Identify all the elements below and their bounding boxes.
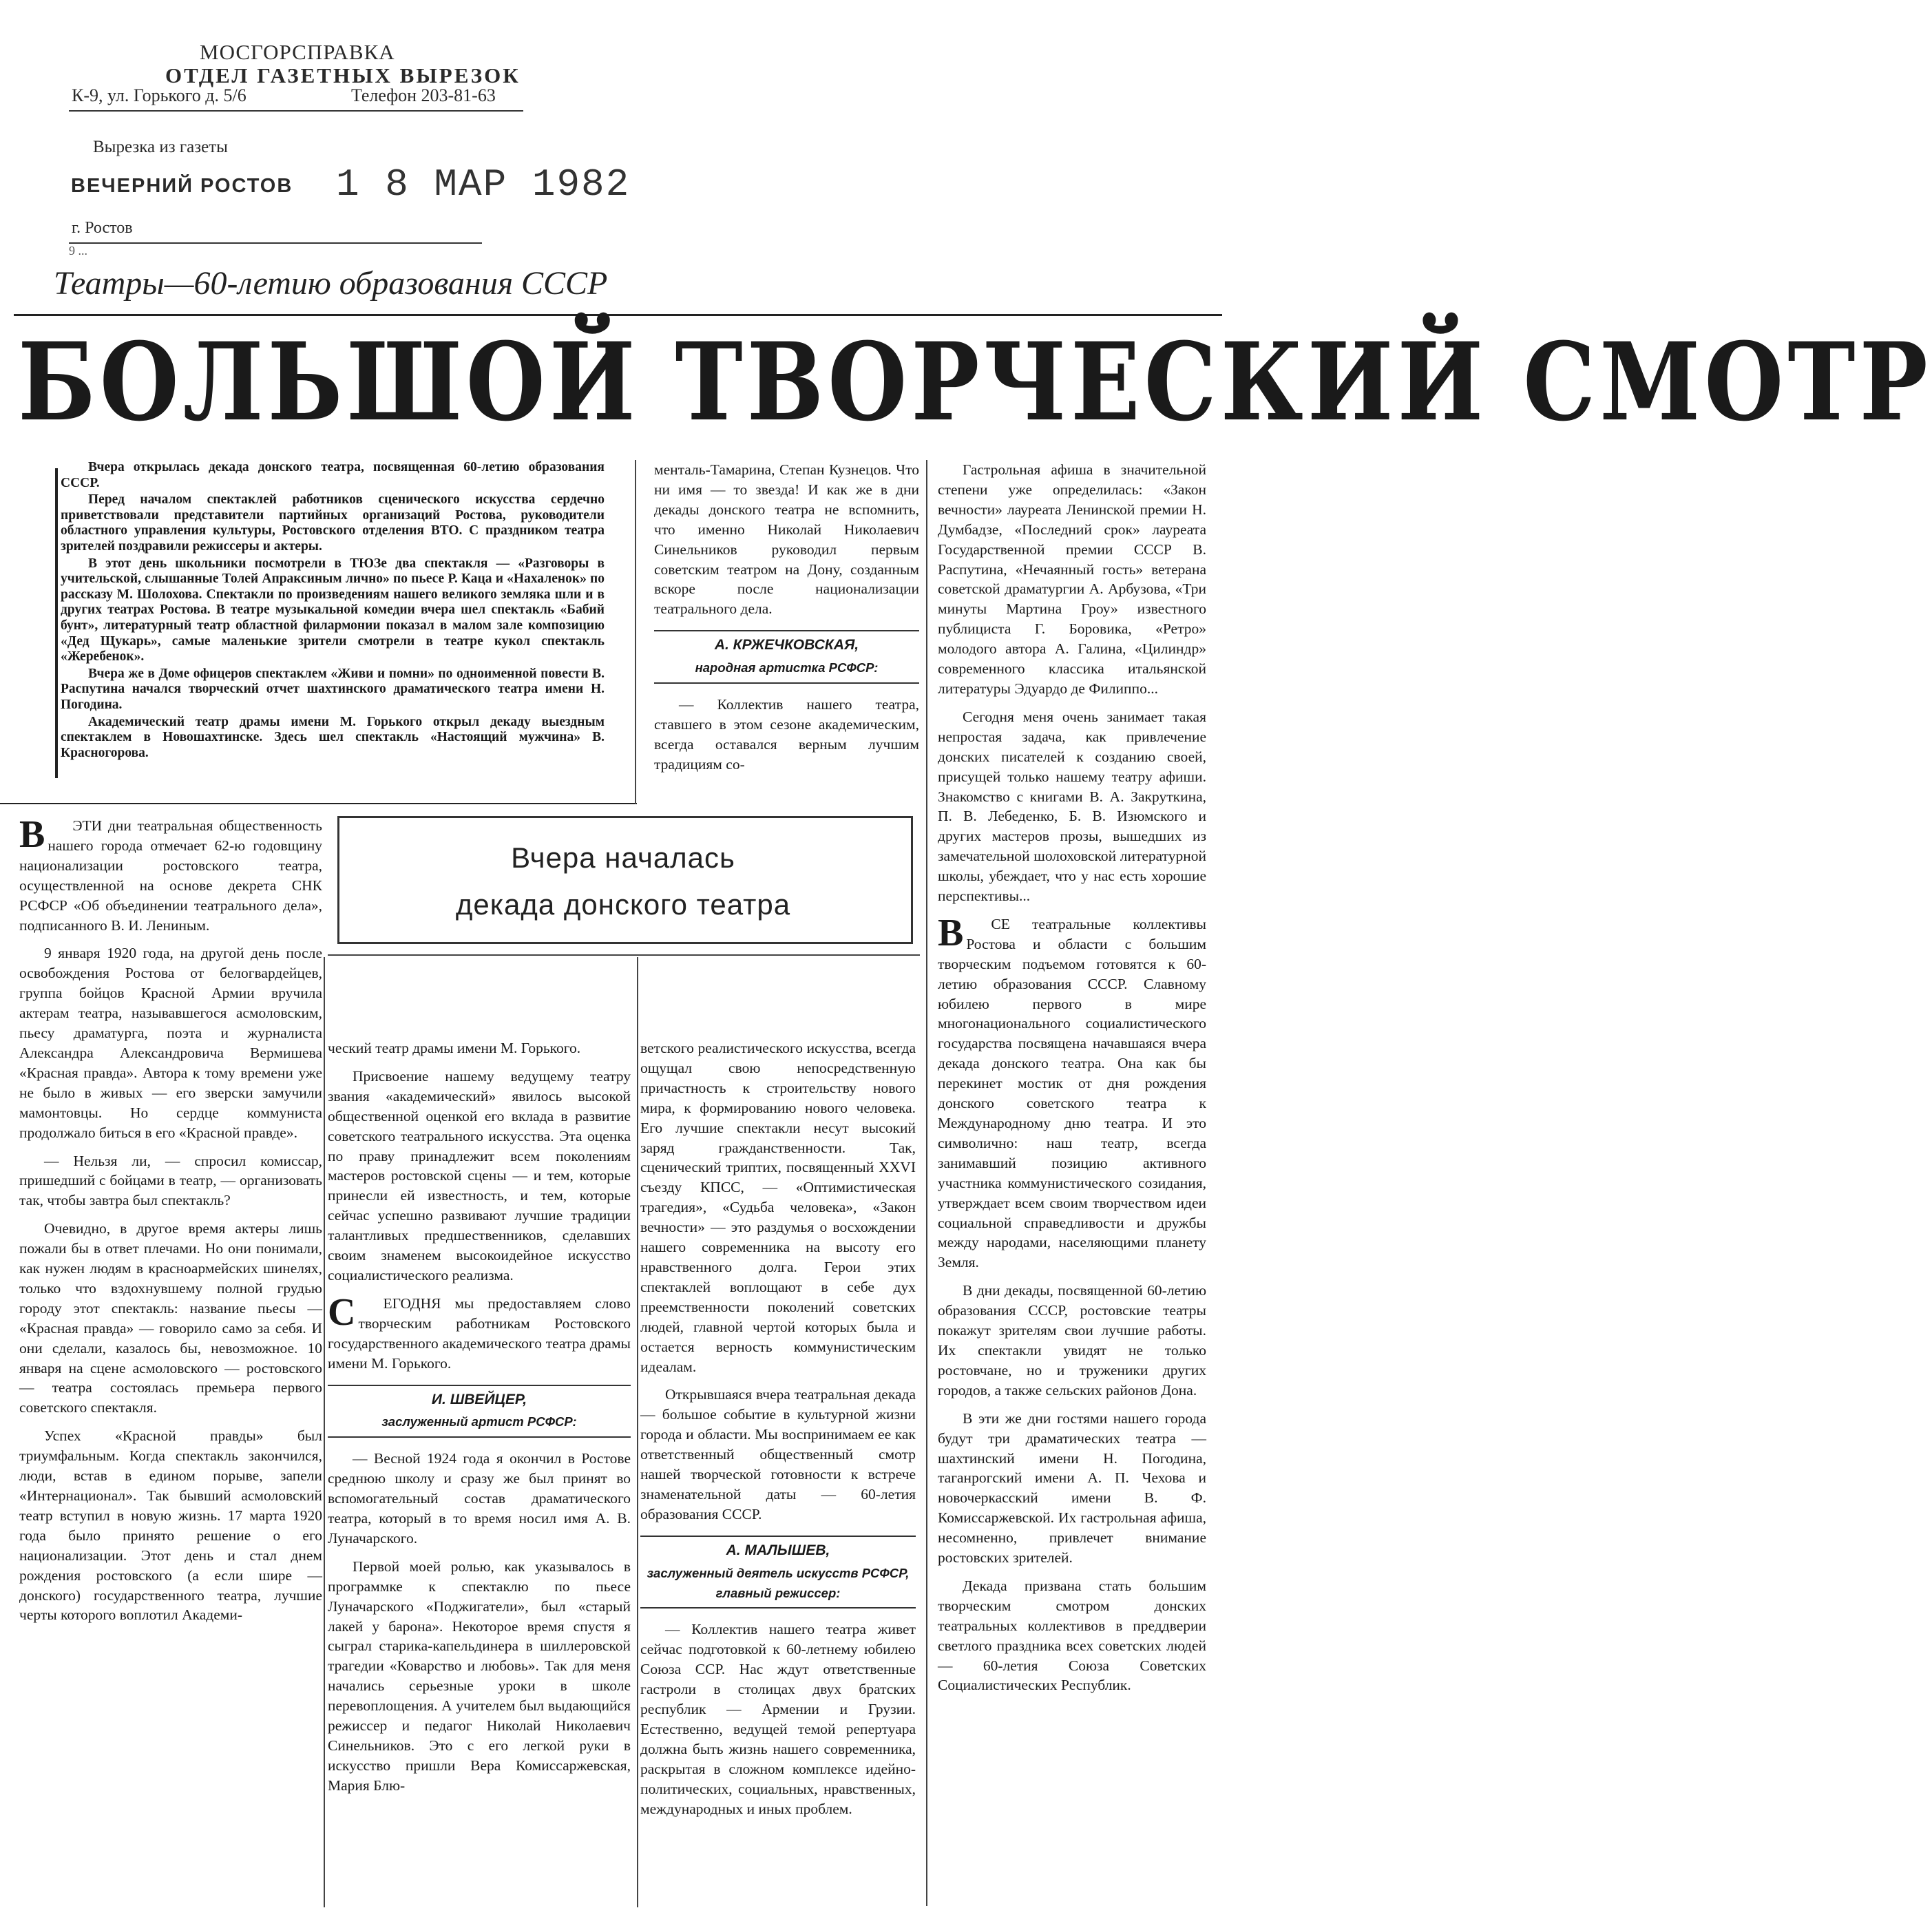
signature-name: И. ШВЕЙЦЕР,	[328, 1385, 631, 1410]
stamp-date: 1 8 МАР 1982	[336, 163, 631, 207]
column-3-upper	[654, 460, 919, 783]
column-4	[938, 460, 1206, 1704]
paragraph: Успех «Красной правды» был триумфальным. Когда спектакль закончился, люди, встав в едином порыве, запели «Интернационал». Так бывший асмоловский театр вступил в новую жизнь. 17 марта 1920 года было принято решение о его национализации. Этот день и стал днем рождения ростовского (а если шире — донского) государственного театра, лучшие черты которого воплотил Академи-	[19, 1427, 322, 1624]
column-divider	[926, 460, 927, 1906]
paragraph: 9 января 1920 года, на другой день после освобождения Ростова от белогвардейцев, группа бойцов Красной Армии вручила актерам театра, называвшегося асмоловским, пьесу драматурга, поэта и журналиста Александра Александровича Вермишева «Красная правда». Автора к тому времени уже не было в живых — его зверски замучили мамонтовцы. Но сердце коммуниста продолжало биться в его «Красной правде».	[19, 945, 322, 1141]
column-divider	[637, 957, 638, 1907]
stamp-address: К-9, ул. Горького д. 5/6	[72, 85, 246, 105]
signature-name: А. МАЛЫШЕВ,	[640, 1536, 916, 1561]
signature-title: заслуженный деятель искусств РСФСР, главный режиссер:	[640, 1564, 916, 1609]
stamp-city: г. Ростов	[72, 219, 133, 237]
column-divider	[324, 957, 325, 1907]
stamp-newspaper: ВЕЧЕРНИЙ РОСТОВ	[71, 175, 293, 197]
stamp-divider	[69, 110, 523, 112]
paragraph: С ЕГОДНЯ мы предоставляем слово творческим работникам Ростовского государственного академического театра драмы имени М. Горького.	[328, 1290, 631, 1372]
stamp-divider-2	[69, 242, 482, 244]
column-2	[328, 1038, 631, 1804]
lead-paragraph: Вчера же в Доме офицеров спектаклем «Живи и помни» по одноименной повести В. Распутина начался творческий отчет шахтинского драматического театра имени Н. Погодина.	[61, 666, 605, 712]
paragraph: — Коллектив нашего театра, ставшего в этом сезоне академическим, всегда оставался верным лучшим традициям со-	[654, 696, 919, 773]
paragraph: — Коллектив нашего театра живет сейчас подготовкой к 60-летнему юбилею Союза ССР. Нас ждут ответственные гастроли в столицах двух братских республик — Армении и Грузии. Естественно, ведущей темой репертуара должна быть жизнь нашего современника, раскрытая в сложном комплексе идейно-политических, социальных, нравственных, международных и иных проблем.	[640, 1621, 916, 1817]
paragraph: Декада призвана стать большим творческим смотром донских театральных коллективов в преддверии светлого праздника всех советских людей — 60-летия Союза Советских Социалистических Республик.	[938, 1577, 1206, 1694]
paragraph: ческий театр драмы имени М. Горького.	[328, 1040, 581, 1056]
column-3-lower	[640, 1038, 916, 1827]
stamp-clip-label: Вырезка из газеты	[93, 138, 228, 156]
paragraph: ветского реалистического искусства, всегда ощущал свою непосредственную причастность к строительству нового мира, к формированию нового человека. Его лучшие спектакли несут высокий заряд гражданственности. Так, сценический триптих, посвященный XXVI съезду КПСС, — «Оптимистическая трагедия», «Судьба человека», «Закон вечности» — это раздумья о восхождении нашего современника на высоту его нравственного долга. Герои этих спектаклей воплощают в себе дух преемственности поколений советских людей, главной чертой которых была и остается верность коммунистическим идеалам.	[640, 1040, 916, 1375]
paragraph: В дни декады, посвященной 60-летию образования СССР, ростовские театры покажут зрителям свои лучшие работы. Их спектакли увидят не только ростовчане, но и труженики других городов, а также сельских районов Дона.	[938, 1282, 1206, 1398]
stamp-code: 9 ...	[69, 244, 87, 258]
box-bottom-rule	[328, 954, 920, 956]
paragraph: Открывшаяся вчера театральная декада — большое событие в культурной жизни города и области. Мы воспринимаем ее как ответственный общественный смотр нашей творческой готовности к встрече знаменательной даты — 60-летия образования СССР.	[640, 1386, 916, 1522]
lead-paragraph: В этот день школьники посмотрели в ТЮЗе два спектакля — «Разговоры в учительской, слышанные Толей Апраксиным лично» по пьесе Р. Каца и «Нахаленок» по рассказу М. Шолохова. Спектакли по произведениям нашего великого земляка шли и в других театрах Ростова. В театре музыкальной комедии вчера шел спектакль «Бабий бунт», литературный театр областной филармонии показал в малом зале композицию «Дед Щукарь», самые маленькие зрители смотрели в театре кукол спектакль «Жеребенок».	[61, 556, 605, 664]
column-divider	[635, 460, 636, 804]
lead-bar	[55, 468, 58, 778]
drop-cap: С	[328, 1290, 356, 1334]
lead-text	[61, 460, 605, 762]
paragraph: — Нельзя ли, — спросил комиссар, пришедший с бойцами в театр, — организовать так, чтобы завтра был спектакль?	[19, 1152, 322, 1209]
paragraph: — Весной 1924 года я окончил в Ростове среднюю школу и сразу же был принят во вспомогательный состав драматического театра, который в то время носил имя А. В. Луначарского.	[328, 1450, 631, 1547]
headline-rule	[14, 314, 1222, 316]
article-rubric: Театры—60-летию образования СССР	[54, 265, 608, 302]
drop-cap: В	[19, 813, 45, 856]
paragraph: Присвоение нашему ведущему театру звания «академический» явилось высокой общественной оценкой его вклада в развитие советского театрального искусства. Эта оценка по праву принадлежит всем поколениям мастеров ростовской сцены — и тем, которые принесли ей известность, и тем, которые сейчас успешно развивают лучшие традиции талантливых предшественников, сделавших своим знаменем высокоидейное искусство социалистического реализма.	[328, 1067, 631, 1283]
signature-title: заслуженный артист РСФСР:	[328, 1412, 631, 1438]
article-headline: БОЛЬШОЙ ТВОРЧЕСКИЙ СМОТР	[18, 319, 1932, 446]
subhead-box	[337, 816, 913, 944]
paragraph: Сегодня меня очень занимает такая непростая задача, как привлечение донских писателей к созданию своей, присущей только нашему театру афиши. Знакомство с книгами В. А. Закруткина, П. В. Лебеденко, Б. В. Изюмского и других мастеров прозы, вышедших из замечательной шолоховской литературной школы, убеждает, что у нас есть хорошие перспективы...	[938, 708, 1206, 905]
lead-rule	[0, 803, 637, 804]
stamp-dept: ОТДЕЛ ГАЗЕТНЫХ ВЫРЕЗОК	[165, 63, 521, 87]
paragraph: В СЕ театральные коллективы Ростова и области с большим творческим подъемом готовятся к 60-летию образования СССР. Славному юбилею первого в мире многонационального социалистического государства посвящена начавшаяся вчера декада донского театра. Она как бы перекинет мостик от дня рождения донского советского театра к Международному дню театра. И это символично: наш театр, всегда занимавший позицию активного участника коммунистического созидания, утверждает всем своим творчеством идеи социальной справедливости и дружбы между народами, населяющими планету Земля.	[938, 911, 1206, 1271]
paragraph: менталь-Тамарина, Степан Кузнецов. Что ни имя — то звезда! И как же в дни декады донского театра не вспомнить, что именно Николай Николаевич Синельников руководил первым советским театром на Дону, созданным вскоре после национализации театрального дела.	[654, 461, 919, 618]
stamp-phone: Телефон 203-81-63	[351, 85, 496, 105]
paragraph: Первой моей ролью, как указывалось в программке к спектаклю по пьесе Луначарского «Поджигатели», был «старый лакей у барона». Некоторое время спустя я сыграл старика-капельдинера в шиллеровской трагедии «Коварство и любовь». Так для меня начались серьезные уроки в школе перевоплощения. А учителем был выдающийся режиссер и педагог Николай Николаевич Синельников. Это с его легкой руки в искусство пришли Вера Комиссаржевская, Мария Блю-	[328, 1558, 631, 1794]
column-1	[19, 813, 322, 1633]
paragraph: В эти же дни гостями нашего города будут три драматических театра — шахтинский имени Н. Погодина, таганрогский имени А. П. Чехова и новочеркасский имени В. Ф. Комиссаржевской. Их гастрольная афиша, несомненно, привлечет внимание ростовских зрителей.	[938, 1410, 1206, 1566]
lead-paragraph: Перед началом спектаклей работников сценического искусства сердечно приветствовали представители партийных организаций Ростова, руководители областного управления культуры, Ростовского отделения ВТО. С праздником театра зрителей поздравили режиссеры и актеры.	[61, 492, 605, 554]
drop-cap: В	[938, 911, 964, 954]
lead-paragraph: Академический театр драмы имени М. Горького открыл декаду выездным спектаклем в Новошахтинске. Здесь шел спектакль «Настоящий мужчина» В. Красногорова.	[61, 714, 605, 760]
stamp-org: МОСГОРСПРАВКА	[200, 40, 395, 64]
paragraph: Очевидно, в другое время актеры лишь пожали бы в ответ плечами. Но они понимали, как нужен людям в красноармейских шинелях, только что вздохнувшему полной грудью городу этот спектакль: название пьесы — «Красная правда» — говорило само за себя. И они сделали, казалось бы, невозможное. 10 января на сцене асмоловского — ростовского — театра состоялась премьера первого советского спектакля.	[19, 1220, 322, 1416]
subhead-line-1: Вчера началась	[511, 841, 735, 874]
paragraph: В ЭТИ дни театральная общественность нашего города отмечает 62-ю годовщину национализации ростовского театра, осуществленной на основе декрета СНК РСФСР «Об объединении театрального дела», подписанного В. И. Лениным.	[19, 813, 322, 934]
paragraph: Гастрольная афиша в значительной степени уже определилась: «Закон вечности» лауреата Ленинской премии Н. Думбадзе, «Последний срок» лауреата Государственной премии СССР В. Распутина, «Нечаянный гость» ветерана советской драматургии А. Арбузова, «Три минуты Мартина Гроу» известного публициста Г. Боровика, «Ретро» молодого автора А. Галина, «Цилиндр» современного классика итальянской литературы Эдуардо де Филиппо...	[938, 461, 1206, 697]
signature-name: А. КРЖЕЧКОВСКАЯ,	[654, 630, 919, 656]
signature-title: народная артистка РСФСР:	[654, 658, 919, 684]
lead-paragraph: Вчера открылась декада донского театра, посвященная 60-летию образования СССР.	[61, 460, 605, 490]
subhead-line-2: декада донского театра	[455, 888, 791, 921]
